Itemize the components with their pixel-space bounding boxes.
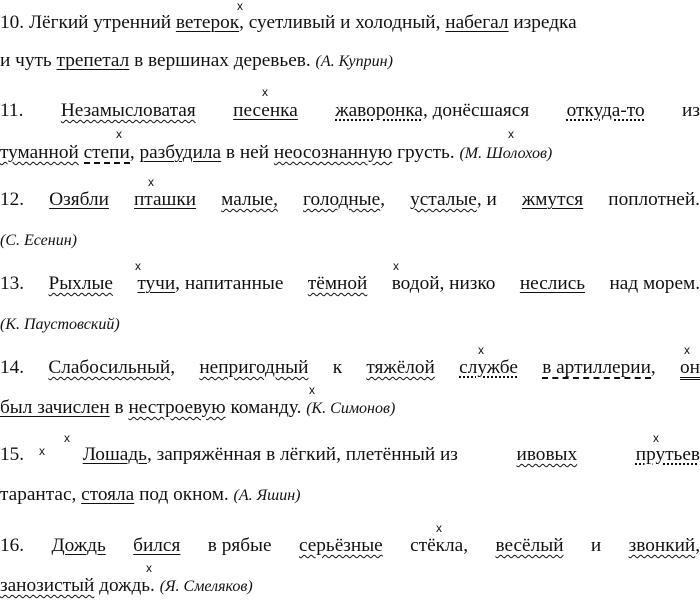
author-attribution: (А. Яшин) (233, 487, 301, 504)
modifier-word: весёлый (495, 535, 564, 556)
sentence-10-line-2 (0, 48, 700, 74)
author-attribution: (К. Симонов) (306, 400, 396, 417)
text: над морем. (609, 273, 700, 294)
cross-mark: x (653, 431, 659, 445)
text: в вершинах деревьев. (134, 50, 311, 71)
text: и чуть (0, 50, 52, 71)
text: в (114, 397, 124, 418)
text: , (380, 189, 386, 210)
author-attribution: (М. Шолохов) (459, 145, 553, 162)
sentence-15-line-2 (0, 482, 700, 508)
text: к (332, 357, 343, 378)
text: , (129, 142, 135, 163)
subject-word: Лошадь (82, 444, 147, 465)
modifier-word: Незамысловатая (60, 100, 196, 121)
modifier-word: тяжёлой (366, 357, 435, 378)
adverbial-word: степи (83, 142, 130, 163)
text: из (682, 100, 700, 121)
text: , (695, 535, 700, 556)
predicate-word: Озябли (49, 189, 109, 210)
cross-mark: x (309, 383, 315, 397)
cross-mark: x (393, 259, 399, 273)
predicate-word: неслись (519, 273, 586, 294)
modifier-word: Слабосильный (48, 357, 171, 378)
modifier-word: непригодный (199, 357, 309, 378)
adverbial-word: в артиллерии (542, 357, 651, 378)
text: и (590, 535, 602, 556)
text: , (170, 357, 176, 378)
modifier-word: Рыхлые (48, 273, 113, 294)
modifier-word: голодные (303, 189, 381, 210)
subject-word: пташки (133, 189, 197, 210)
text: стёкла, (410, 535, 469, 556)
sentence-15-line-1 (0, 442, 700, 468)
sentence-13-line-2 (0, 311, 700, 337)
sentence-14-line-1 (0, 355, 700, 381)
sentence-16-line-2 (0, 573, 700, 599)
adverbial-word: откуда-то (566, 100, 645, 121)
sentence-number: 10. (0, 12, 25, 33)
predicate-word: разбудила (139, 142, 222, 163)
text: водой, низко (391, 273, 496, 294)
modifier-word: занозистый (0, 575, 95, 596)
subject-word: тучи (137, 273, 176, 294)
modifier-word: серьёзные (298, 535, 383, 556)
cross-mark: x (684, 343, 690, 357)
text: дождь. (99, 575, 155, 596)
text: тарантас, (0, 484, 77, 505)
sentence-12-line-1 (0, 187, 700, 213)
object-word: прутьев (635, 444, 700, 465)
cross-mark: x (237, 0, 243, 13)
predicate-word: трепетал (56, 50, 130, 71)
predicate-word: стояла (81, 484, 135, 505)
cross-mark: x (39, 444, 45, 458)
author-attribution: (С. Есенин) (0, 232, 77, 249)
text: , напитанные (175, 273, 284, 294)
sentence-11-line-2 (0, 140, 700, 166)
sentence-10-line-1 (0, 10, 700, 36)
sentence-14-line-2 (0, 395, 700, 421)
object-word: службе (459, 357, 518, 378)
author-attribution: (К. Паустовский) (0, 316, 120, 333)
sentence-number: 13. (0, 273, 25, 294)
cross-mark: x (436, 521, 442, 535)
cross-mark: x (64, 431, 70, 445)
cross-mark: x (116, 127, 122, 141)
sentence-number: 11. (0, 100, 24, 121)
sentence-16-line-1 (0, 533, 700, 559)
text: , и (476, 189, 497, 210)
subject-word: песенка (233, 100, 298, 121)
subject-word: ветерок (175, 12, 240, 33)
text: в рябые (207, 535, 272, 556)
sentence-11-line-1 (0, 98, 700, 124)
cross-mark: x (135, 259, 141, 273)
text: Лёгкий утренний (28, 12, 172, 33)
cross-mark: x (148, 175, 154, 189)
text: , (650, 357, 656, 378)
text: , запряжённая в лёгкий, плетённый из (146, 444, 458, 465)
modifier-word: ивовых (516, 444, 578, 465)
text: поплотней. (608, 189, 700, 210)
sentence-number: 16. (0, 535, 25, 556)
modifier-word: нестроевую (128, 397, 226, 418)
modifier-word: усталые (410, 189, 477, 210)
text: , донёсшаяся (422, 100, 530, 121)
cross-mark: x (262, 85, 268, 99)
cross-mark: x (508, 127, 514, 141)
object-word: жаворонка (335, 100, 423, 121)
modifier-word: звонкий (628, 535, 696, 556)
subject-word: он (680, 357, 700, 378)
text: грусть. (397, 142, 455, 163)
sentence-13-line-1 (0, 271, 700, 297)
author-attribution: (А. Куприн) (315, 53, 393, 70)
text: под окном. (139, 484, 229, 505)
sentence-12-line-2 (0, 227, 700, 253)
cross-mark: x (478, 343, 484, 357)
text: в ней (225, 142, 270, 163)
modifier-word: неосознанную (273, 142, 393, 163)
text: команду. (230, 397, 302, 418)
text: , суетливый и холодный, (239, 12, 441, 33)
sentence-number: 14. (0, 357, 25, 378)
subject-word: Дождь (51, 535, 106, 556)
author-attribution: (Я. Смеляков) (159, 578, 253, 595)
modifier-word: тёмной (307, 273, 368, 294)
cross-mark: x (146, 561, 152, 575)
sentence-number: 12. (0, 189, 25, 210)
predicate-word: набегал (445, 12, 509, 33)
modifier-word: туманной (0, 142, 79, 163)
predicate-word: жмутся (521, 189, 584, 210)
text: изредка (513, 12, 577, 33)
predicate-word: бился (133, 535, 181, 556)
sentence-number: 15. (0, 444, 25, 465)
predicate-word: был зачислен (0, 397, 110, 418)
modifier-word: малые, (221, 189, 278, 210)
